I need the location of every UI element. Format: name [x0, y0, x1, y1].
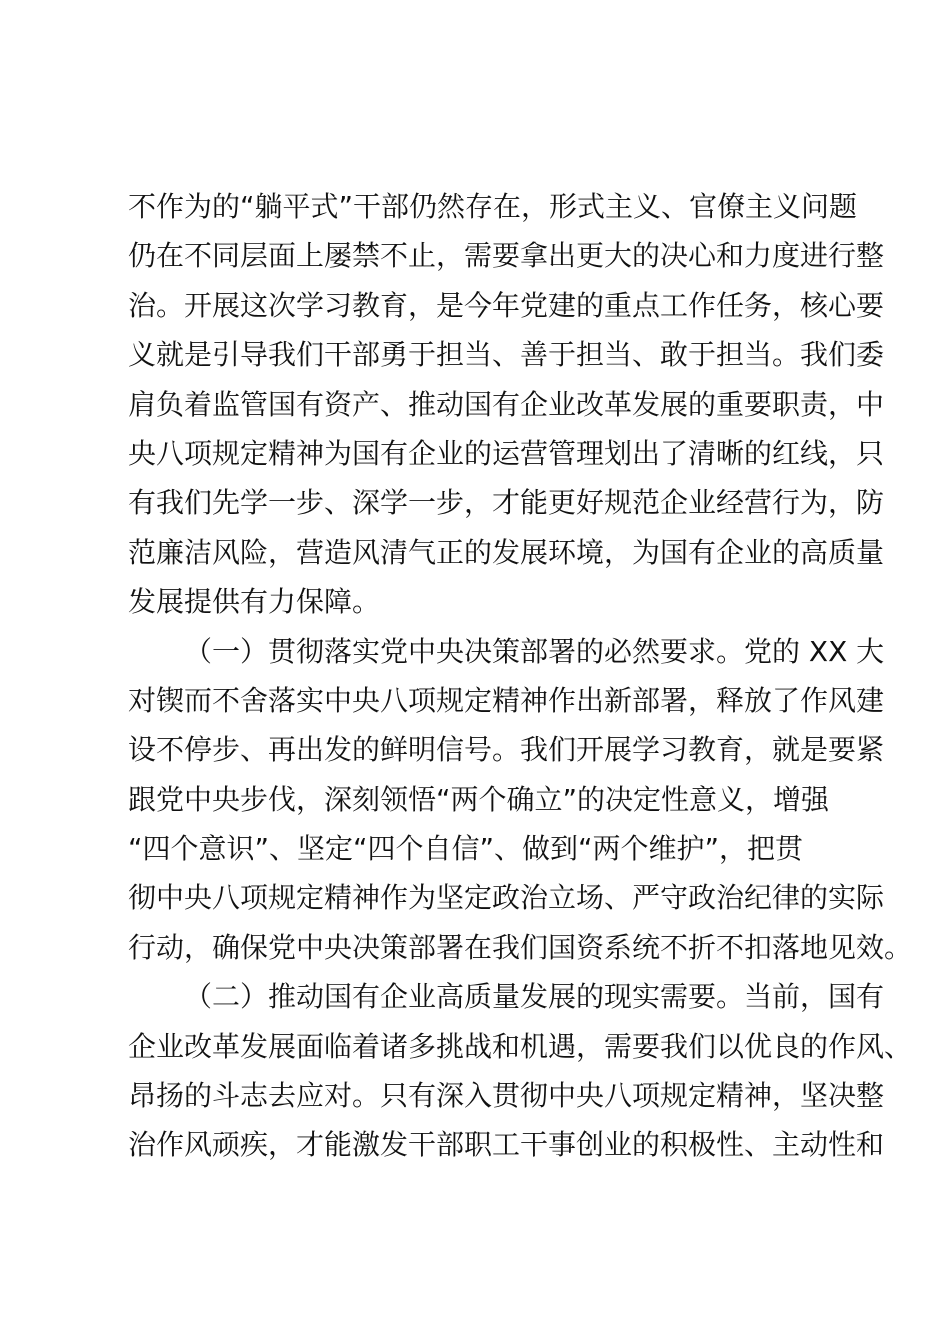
text-line: 对锲而不舍落实中央八项规定精神作出新部署，释放了作风建 [128, 683, 885, 717]
text-line: （一）贯彻落实党中央决策部署的必然要求。党的 XX 大 [184, 634, 885, 668]
text-line: 跟党中央步伐，深刻领悟“两个确立”的决定性意义，增强 [128, 782, 830, 816]
text-line: 昂扬的斗志去应对。只有深入贯彻中央八项规定精神，坚决整 [128, 1079, 885, 1113]
text-line: 设不停步、再出发的鲜明信号。我们开展学习教育，就是要紧 [128, 733, 885, 767]
text-line: 央八项规定精神为国有企业的运营管理划出了清晰的红线，只 [128, 436, 885, 470]
text-line: “四个意识”、坚定“四个自信”、做到“两个维护”，把贯 [128, 832, 804, 866]
text-line: 治。开展这次学习教育，是今年党建的重点工作任务，核心要 [128, 288, 885, 322]
text-line: 义就是引导我们干部勇于担当、善于担当、敢于担当。我们委 [128, 338, 885, 372]
text-line: 仍在不同层面上屡禁不止，需要拿出更大的决心和力度进行整 [128, 239, 885, 273]
text-line: 肩负着监管国有资产、推动国有企业改革发展的重要职责，中 [128, 387, 885, 421]
text-line: 行动，确保党中央决策部署在我们国资系统不折不扣落地见效。 [128, 930, 913, 964]
text-line: 不作为的“躺平式”干部仍然存在，形式主义、官僚主义问题 [128, 190, 858, 223]
text-line: 范廉洁风险，营造风清气正的发展环境，为国有企业的高质量 [128, 535, 885, 569]
text-line: 治作风顽疾，才能激发干部职工干事创业的积极性、主动性和 [128, 1128, 885, 1162]
text-line: （二）推动国有企业高质量发展的现实需要。当前，国有 [184, 980, 885, 1014]
document-body [128, 182, 913, 1170]
text-line: 企业改革发展面临着诸多挑战和机遇，需要我们以优良的作风、 [128, 1029, 913, 1063]
text-line: 彻中央八项规定精神作为坚定政治立场、严守政治纪律的实际 [128, 881, 885, 915]
text-line: 发展提供有力保障。 [128, 585, 381, 619]
text-line: 有我们先学一步、深学一步，才能更好规范企业经营行为，防 [128, 486, 885, 520]
